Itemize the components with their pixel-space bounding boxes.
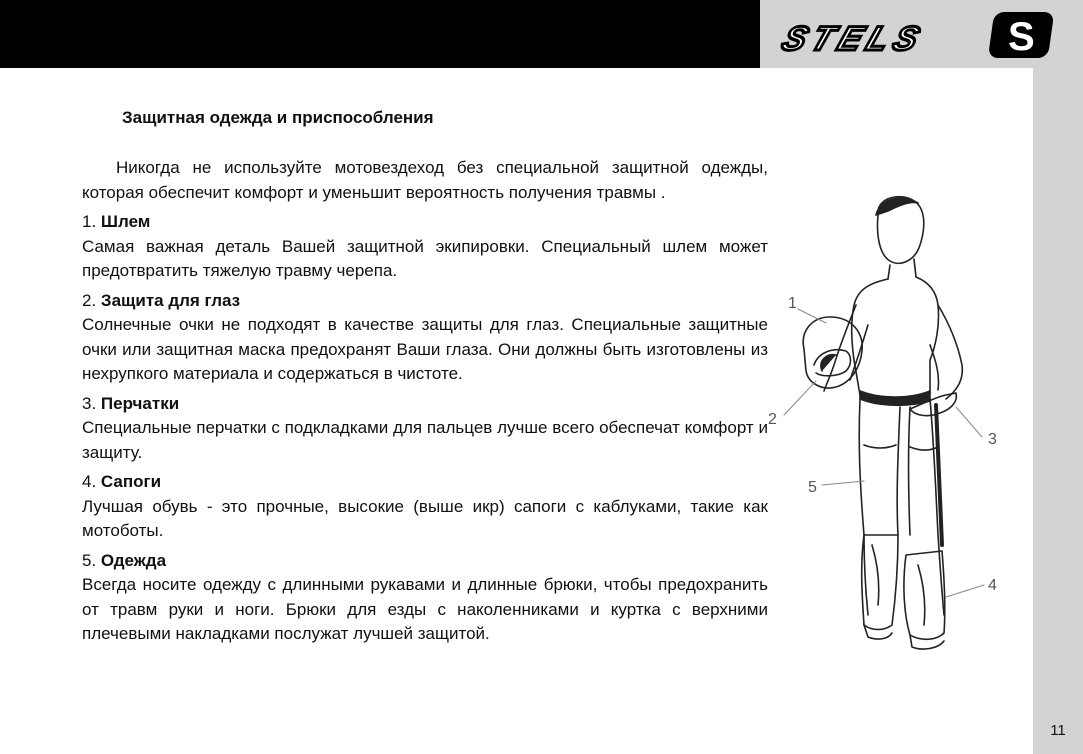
section-heading: Шлем <box>100 212 151 231</box>
section-heading: Перчатки <box>100 393 180 413</box>
rider-gear-illustration <box>760 185 1030 655</box>
section-number: 5. <box>82 550 97 570</box>
section-heading: Защита для глаз <box>100 290 241 310</box>
intro-paragraph: Никогда не используйте мотовездеход без специальной защитной одежды, которая обеспечит комфорт и уменьшит вероятность получения травмы . <box>82 158 768 202</box>
section-number: 4. <box>82 472 97 491</box>
logo-wordmark: STELS <box>776 19 931 58</box>
section-eye-protection <box>82 289 768 387</box>
callout-4: 4 <box>988 577 997 594</box>
section-text: Самая важная деталь Вашей защитной экипировки. Специальный шлем может предотвратить тяжелую травму черепа. <box>82 236 768 280</box>
callout-5: 5 <box>808 479 817 496</box>
section-number: 3. <box>82 393 97 413</box>
page-number: 11 <box>1050 722 1066 739</box>
section-boots <box>82 470 768 544</box>
page-title: Защитная одежда и приспособления <box>122 108 434 127</box>
section-heading: Одежда <box>100 550 167 570</box>
callout-3: 3 <box>988 431 997 448</box>
section-clothing <box>82 549 768 647</box>
callout-2: 2 <box>768 411 777 428</box>
section-helmet <box>82 210 768 284</box>
section-text: Специальные перчатки с подкладками для пальцев лучше всего обеспечат комфорт и защиту. <box>82 418 768 462</box>
brand-logo-panel <box>760 0 1083 68</box>
section-text: Лучшая обувь - это прочные, высокие (выше икр) сапоги с каблуками, такие как мотоботы. <box>82 496 768 540</box>
section-number: 1. <box>82 212 97 231</box>
section-heading: Сапоги <box>100 472 162 491</box>
callout-1: 1 <box>788 295 797 312</box>
side-margin-strip <box>1033 68 1083 754</box>
document-body <box>82 106 768 647</box>
section-gloves <box>82 392 768 466</box>
stels-logo <box>760 0 1083 68</box>
logo-letter-mark: S <box>1008 15 1035 59</box>
section-number: 2. <box>82 290 97 310</box>
header-bar <box>0 0 760 68</box>
section-text: Всегда носите одежду с длинными рукавами и длинные брюки, чтобы предохранить от травм руки и ноги. Брюки для езды с наколенниками и куртка с верхними плечевыми накладками послужат лучшей защитой. <box>82 575 768 643</box>
section-text: Солнечные очки не подходят в качестве защиты для глаз. Специальные защитные очки или защитная маска предохранят Ваши глаза. Они должны быть изготовлены из нехрупкого материала и содержаться в чистоте. <box>82 315 768 383</box>
